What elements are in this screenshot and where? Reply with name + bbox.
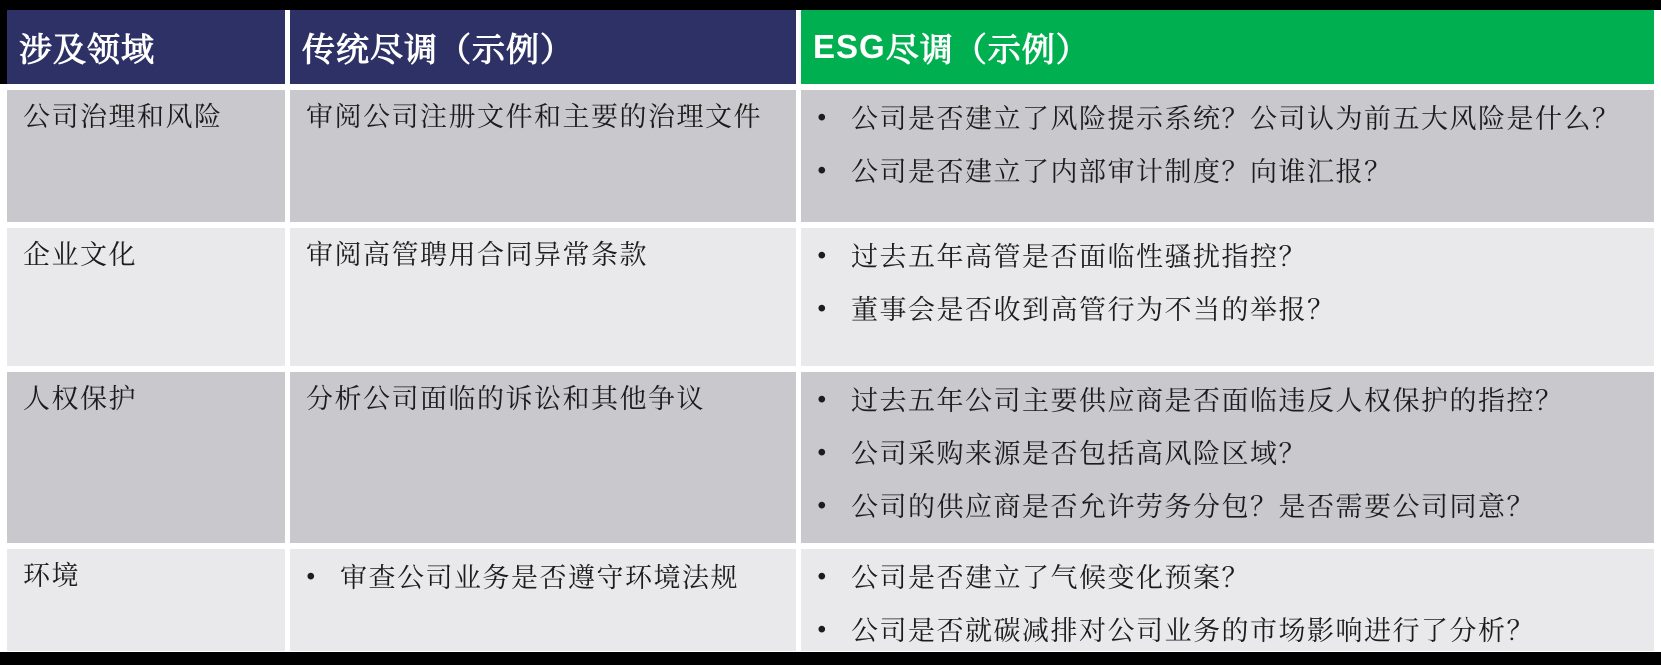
cell-traditional-human-rights: 分析公司面临的诉讼和其他争议: [290, 372, 796, 543]
column-header-area-label: 涉及领域: [19, 32, 155, 69]
bullet-item: [815, 490, 1640, 525]
esg-question: 公司是否建立了风险提示系统？公司认为前五大风险是什么？: [851, 104, 1621, 134]
bullet-item: [815, 384, 1640, 419]
cell-area-culture: 企业文化: [7, 228, 285, 366]
bullet-icon: •: [815, 106, 831, 132]
bottom-border: [0, 652, 1661, 665]
cell-area-governance: 公司治理和风险: [7, 90, 285, 222]
esg-question: 公司采购来源是否包括高风险区域？: [851, 439, 1307, 470]
bullet-icon: •: [815, 565, 831, 591]
bullet-item: [815, 614, 1640, 649]
bullet-icon: •: [815, 388, 831, 414]
cell-esg-culture: [801, 228, 1654, 366]
cell-esg-governance: [801, 90, 1654, 222]
bullet-icon: •: [815, 618, 831, 645]
cell-esg-human-rights: [801, 372, 1654, 543]
column-header-traditional: [290, 10, 796, 84]
bullet-icon: •: [815, 297, 831, 324]
cell-traditional-culture: 审阅高管聘用合同异常条款: [290, 228, 796, 366]
esg-question: 过去五年高管是否面临性骚扰指控？: [851, 242, 1307, 272]
cell-area-human-rights: 人权保护: [7, 372, 285, 543]
bullet-icon: •: [815, 494, 831, 521]
bullet-item: [304, 561, 782, 596]
traditional-item: 审查公司业务是否遵守环境法规: [340, 563, 739, 593]
cell-traditional-environment: [290, 549, 796, 651]
bullet-item: [815, 293, 1640, 328]
esg-question: 公司是否就碳减排对公司业务的市场影响进行了分析？: [851, 616, 1535, 647]
esg-due-diligence-table: [7, 10, 1654, 651]
bullet-item: [815, 155, 1640, 190]
bullet-icon: •: [304, 565, 320, 591]
esg-question: 公司是否建立了内部审计制度？向谁汇报？: [851, 157, 1393, 188]
cell-traditional-governance: 审阅公司注册文件和主要的治理文件: [290, 90, 796, 222]
bullet-item: [815, 102, 1640, 137]
cell-area-environment: 环境: [7, 549, 285, 651]
cell-esg-environment: [801, 549, 1654, 651]
column-header-area: [7, 10, 285, 84]
bullet-icon: •: [815, 159, 831, 186]
esg-question: 过去五年公司主要供应商是否面临违反人权保护的指控？: [851, 386, 1564, 416]
column-header-esg: [801, 10, 1654, 84]
esg-question: 公司的供应商是否允许劳务分包？是否需要公司同意？: [851, 492, 1535, 523]
bullet-icon: •: [815, 244, 831, 270]
bullet-item: [815, 561, 1640, 596]
top-border: [0, 0, 1661, 10]
column-header-esg-latin: ESG: [813, 28, 886, 65]
esg-question: 董事会是否收到高管行为不当的举报？: [851, 295, 1336, 326]
bullet-icon: •: [815, 441, 831, 468]
bullet-item: [815, 240, 1640, 275]
column-header-esg-label: 尽调（示例）: [885, 32, 1090, 69]
column-header-traditional-label: 传统尽调（示例）: [302, 32, 574, 69]
left-border-notch: [0, 10, 7, 84]
bullet-item: [815, 437, 1640, 472]
esg-question: 公司是否建立了气候变化预案？: [851, 563, 1250, 593]
